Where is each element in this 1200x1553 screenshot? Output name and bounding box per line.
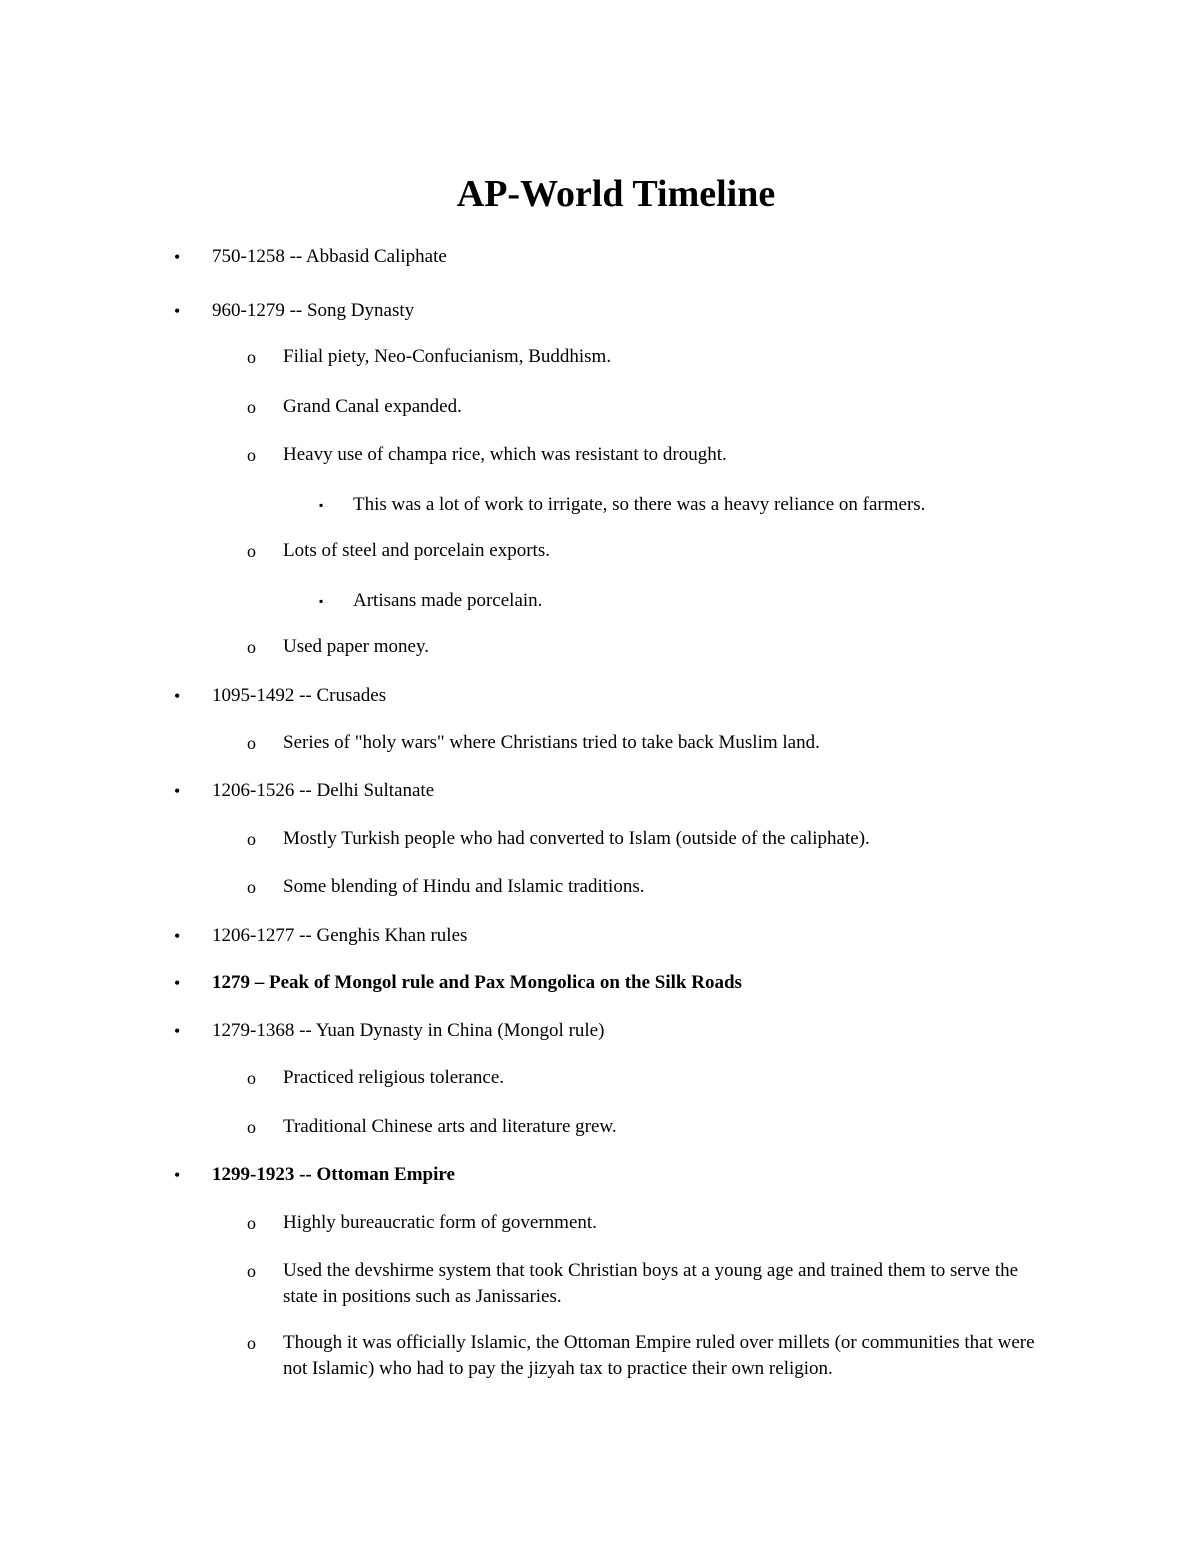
square-bullet-marker: ▪ (319, 594, 324, 608)
sub-item-text: Highly bureaucratic form of government. (283, 1212, 597, 1233)
sub-bullet-marker: o (247, 347, 256, 367)
sub-bullet-marker: o (247, 541, 256, 561)
sub-item-text: Traditional Chinese arts and literature grew. (283, 1116, 617, 1137)
sub-item-text: Lots of steel and porcelain exports. (283, 540, 550, 561)
entry-text: 1206-1526 -- Delhi Sultanate (212, 780, 435, 801)
sub-item-text: Used paper money. (283, 636, 429, 657)
sub-item-text: Heavy use of champa rice, which was resistant to drought. (283, 444, 727, 465)
entry-text: 960-1279 -- Song Dynasty (212, 300, 415, 321)
sub-bullet-marker: o (247, 637, 256, 657)
sub-sub-item-text: This was a lot of work to irrigate, so there was a heavy reliance on farmers. (353, 494, 926, 515)
page-title: AP-World Timeline (456, 173, 776, 215)
entry-text: 1206-1277 -- Genghis Khan rules (212, 925, 468, 946)
sub-bullet-marker: o (247, 1117, 256, 1137)
sub-bullet-marker: o (247, 733, 256, 753)
sub-bullet-marker: o (247, 397, 256, 417)
entry-text: 1279-1368 -- Yuan Dynasty in China (Mongol rule) (212, 1020, 605, 1041)
bullet-marker: • (174, 1165, 181, 1185)
entry-text: 750-1258 -- Abbasid Caliphate (212, 246, 447, 267)
sub-bullet-marker: o (247, 829, 256, 849)
bullet-marker: • (174, 686, 181, 706)
bullet-marker: • (174, 781, 181, 801)
square-bullet-marker: ▪ (319, 498, 324, 512)
sub-bullet-marker: o (247, 445, 256, 465)
sub-item-text: Used the devshirme system that took Christian boys at a young age and trained them to serve the state in positions such as Janissaries. (283, 1260, 1019, 1307)
entry-text: 1095-1492 -- Crusades (212, 685, 387, 706)
bullet-marker: • (174, 973, 181, 993)
sub-bullet-marker: o (247, 1333, 256, 1353)
bullet-marker: • (174, 247, 181, 267)
sub-bullet-marker: o (247, 1261, 256, 1281)
sub-bullet-marker: o (247, 877, 256, 897)
bullet-marker: • (174, 301, 181, 321)
entry-text: 1299-1923 -- Ottoman Empire (212, 1164, 455, 1185)
sub-sub-item-text: Artisans made porcelain. (353, 590, 543, 611)
sub-item-text: Filial piety, Neo-Confucianism, Buddhism. (283, 346, 612, 367)
sub-item-text: Practiced religious tolerance. (283, 1067, 505, 1088)
bullet-marker: • (174, 926, 181, 946)
sub-item-text: Grand Canal expanded. (283, 396, 462, 417)
sub-item-text: Though it was officially Islamic, the Ottoman Empire ruled over millets (or communities that were not Islamic) who had to pay the jizyah tax to practice their own religion. (283, 1332, 1035, 1379)
bullet-marker: • (174, 1021, 181, 1041)
sub-item-text: Mostly Turkish people who had converted to Islam (outside of the caliphate). (283, 828, 870, 849)
sub-bullet-marker: o (247, 1213, 256, 1233)
sub-item-text: Some blending of Hindu and Islamic traditions. (283, 876, 645, 897)
sub-item-text: Series of "holy wars" where Christians tried to take back Muslim land. (283, 732, 820, 753)
entry-text: 1279 – Peak of Mongol rule and Pax Mongolica on the Silk Roads (212, 972, 742, 993)
sub-bullet-marker: o (247, 1068, 256, 1088)
